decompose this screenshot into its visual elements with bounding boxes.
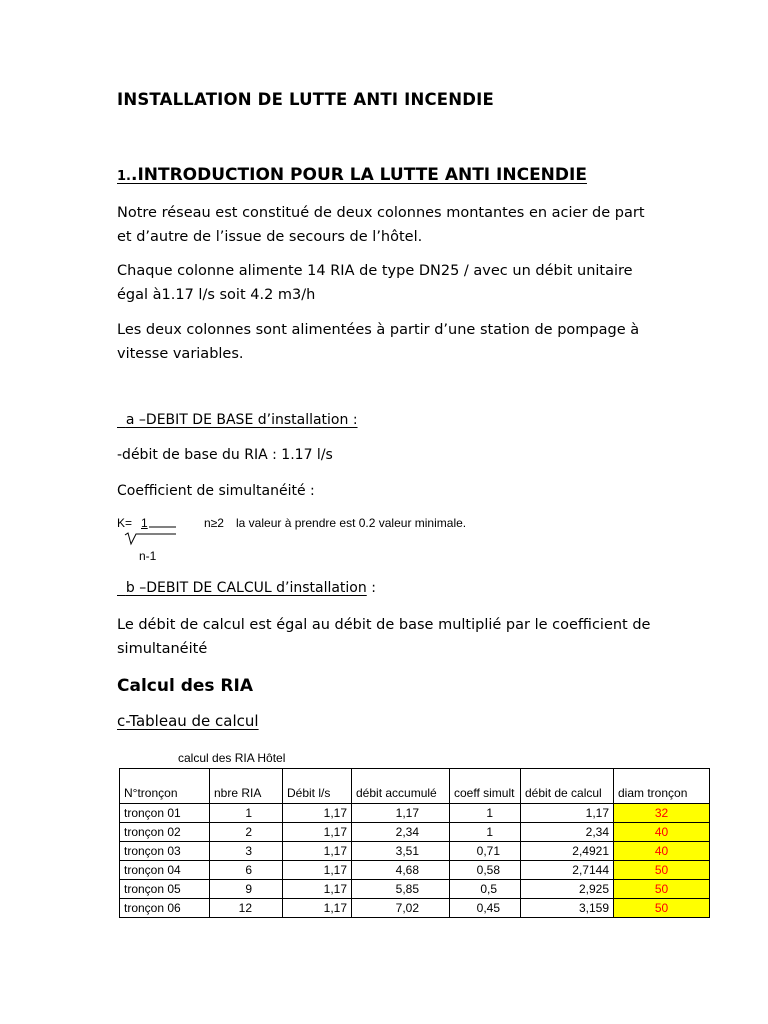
table-cell: 0,45	[450, 899, 521, 918]
table-cell: tronçon 06	[120, 899, 210, 918]
table-cell-highlight: 40	[614, 823, 710, 842]
table-cell: tronçon 05	[120, 880, 210, 899]
base-flow-line: -débit de base du RIA : 1.17 l/s	[117, 447, 333, 463]
table-cell: 0,71	[450, 842, 521, 861]
table-row	[120, 899, 710, 918]
table-cell: 12	[210, 899, 283, 918]
calc-section-title: Calcul des RIA	[117, 676, 254, 696]
table-cell: 1,17	[283, 823, 352, 842]
table-cell: tronçon 02	[120, 823, 210, 842]
intro-paragraph-3: Les deux colonnes sont alimentées à partir d’une station de pompage à vitesse variables.	[117, 322, 640, 362]
calc-paragraph: Le débit de calcul est égal au débit de base multiplié par le coefficient de simultanéité	[117, 617, 651, 657]
table-cell: 2,34	[352, 823, 450, 842]
table-cell-highlight: 50	[614, 861, 710, 880]
table-row	[120, 804, 710, 823]
table-header-cell: débit accumulé	[352, 769, 450, 804]
subsection-c-heading: c-Tableau de calcul	[117, 712, 259, 730]
table-cell: 9	[210, 880, 283, 899]
table-cell: 1	[210, 804, 283, 823]
formula-numerator: 1	[141, 516, 148, 530]
document-title: INSTALLATION DE LUTTE ANTI INCENDIE	[117, 90, 494, 109]
table-cell: 1,17	[352, 804, 450, 823]
table-header-cell: Débit l/s	[283, 769, 352, 804]
table-cell: 2,925	[521, 880, 614, 899]
table-cell: 1,17	[283, 899, 352, 918]
table-cell: 6	[210, 861, 283, 880]
table-cell-highlight: 40	[614, 842, 710, 861]
subsection-b-heading-suffix: :	[371, 580, 376, 596]
table-cell-highlight: 50	[614, 880, 710, 899]
table-caption: calcul des RIA Hôtel	[178, 751, 286, 765]
subsection-b-heading-text: b –DEBIT DE CALCUL d’installation	[125, 580, 367, 596]
table-header-cell: coeff simult	[450, 769, 521, 804]
table-header-cell: nbre RIA	[210, 769, 283, 804]
formula-k-label: K=	[117, 516, 133, 530]
table-cell: 1,17	[283, 842, 352, 861]
table-cell: 5,85	[352, 880, 450, 899]
intro-paragraph-2: Chaque colonne alimente 14 RIA de type DN25 / avec un débit unitaire égal à1.17 l/s soit 4.2 m3/h	[117, 263, 633, 303]
table-cell: 2,34	[521, 823, 614, 842]
table-cell: 2	[210, 823, 283, 842]
table-cell: 3	[210, 842, 283, 861]
table-cell: 2,7144	[521, 861, 614, 880]
table-cell: 3,51	[352, 842, 450, 861]
table-cell: 0,58	[450, 861, 521, 880]
table-row	[120, 823, 710, 842]
subsection-a-heading-text: a –DEBIT DE BASE d’installation :	[125, 412, 358, 428]
table-cell: tronçon 03	[120, 842, 210, 861]
calc-table	[119, 768, 710, 918]
table-cell: 1	[450, 823, 521, 842]
table-row	[120, 861, 710, 880]
formula-condition: n≥2	[204, 516, 224, 530]
table-cell: 1,17	[283, 880, 352, 899]
table-cell: 1,17	[521, 804, 614, 823]
table-cell: 1,17	[283, 804, 352, 823]
section1-heading	[117, 165, 587, 185]
table-header-cell: diam tronçon	[614, 769, 710, 804]
table-row	[120, 842, 710, 861]
table-cell: 4,68	[352, 861, 450, 880]
table-cell: 1	[450, 804, 521, 823]
formula-note: la valeur à prendre est 0.2 valeur minimale.	[236, 516, 467, 530]
table-cell: 0,5	[450, 880, 521, 899]
table-header-cell: N°tronçon	[120, 769, 210, 804]
intro-paragraph-1: Notre réseau est constitué de deux colonnes montantes en acier de part et d’autre de l’issue de secours de l’hôtel.	[117, 205, 645, 245]
table-cell: 1,17	[283, 861, 352, 880]
table-cell-highlight: 32	[614, 804, 710, 823]
table-cell-highlight: 50	[614, 899, 710, 918]
subsection-a-heading	[117, 412, 358, 428]
section1-heading-text: .INTRODUCTION POUR LA LUTTE ANTI INCENDIE	[130, 165, 587, 185]
section1-number: 1.	[117, 169, 131, 184]
table-header-cell: débit de calcul	[521, 769, 614, 804]
table-cell: 2,4921	[521, 842, 614, 861]
simultaneity-label: Coefficient de simultanéité :	[117, 483, 315, 499]
table-row	[120, 880, 710, 899]
table-header-row	[120, 769, 710, 804]
table-cell: 7,02	[352, 899, 450, 918]
formula-sqrt-sign	[124, 526, 178, 546]
formula-denominator: n-1	[139, 549, 157, 563]
subsection-b-heading	[117, 580, 376, 596]
table-cell: tronçon 01	[120, 804, 210, 823]
table-cell: tronçon 04	[120, 861, 210, 880]
table-cell: 3,159	[521, 899, 614, 918]
